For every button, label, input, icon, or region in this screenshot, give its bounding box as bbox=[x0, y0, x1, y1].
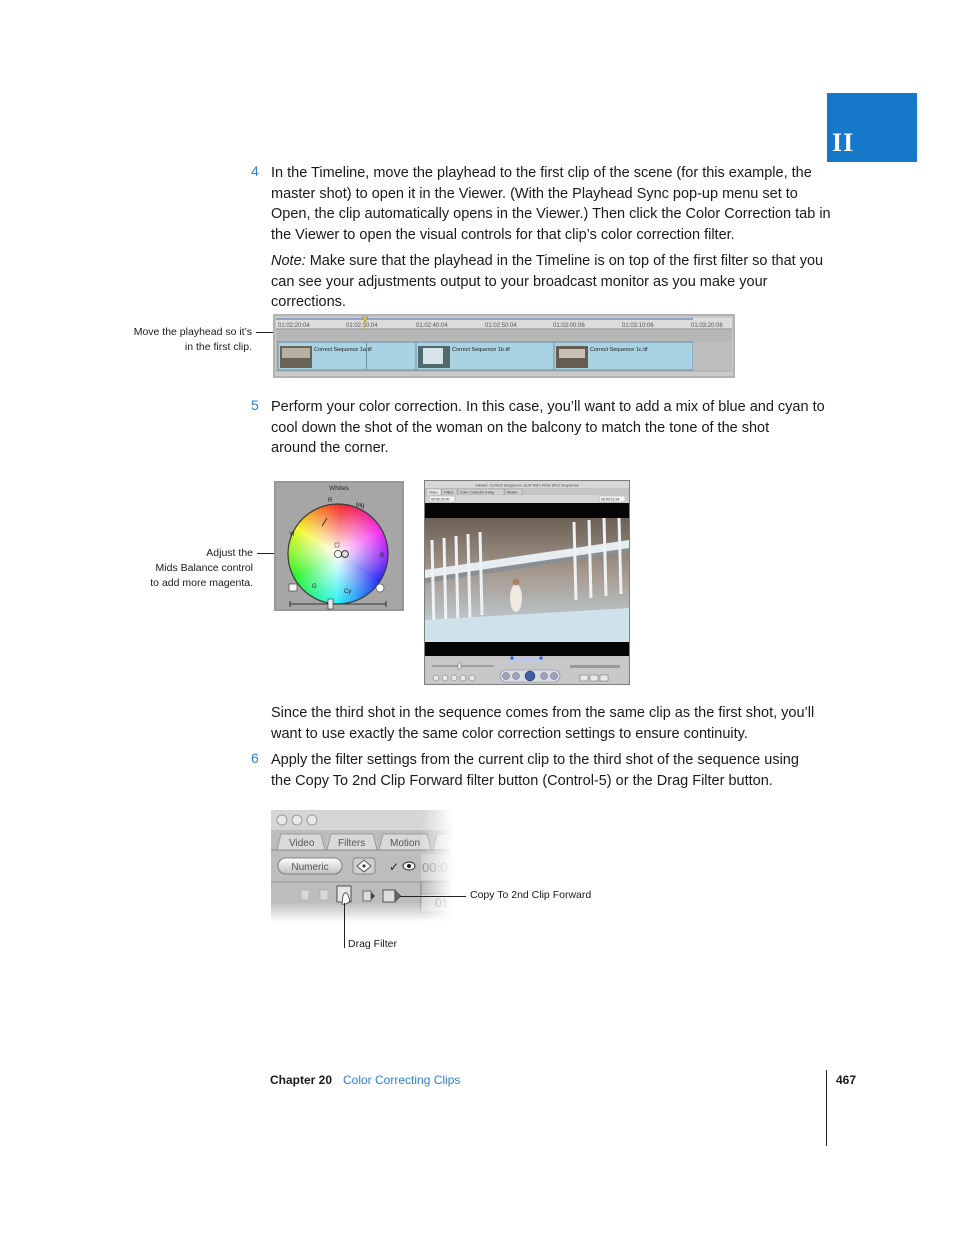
footer-chapter-title[interactable]: Color Correcting Clips bbox=[343, 1073, 461, 1087]
timecode-label: 01:02:50:04 bbox=[485, 323, 517, 329]
viewer-tab[interactable]: Motion bbox=[507, 490, 518, 495]
hue-slider-handle[interactable] bbox=[328, 599, 333, 609]
text-line: Perform your color correction. In this case, you’ll want to add a mix of blue and cyan to bbox=[271, 399, 825, 415]
viewer-control-button[interactable] bbox=[469, 675, 475, 681]
wheel-label-mg: Mg bbox=[356, 503, 365, 509]
viewer-control-button[interactable] bbox=[433, 675, 439, 681]
viewer-control-button[interactable] bbox=[600, 675, 608, 681]
note-label: Note: bbox=[271, 253, 306, 269]
step-number-5: 5 bbox=[251, 397, 259, 413]
text-line: Since the third shot in the sequence comes from the same clip as the first shot, you’ll bbox=[271, 705, 815, 721]
timecode-label: 01:03:00:06 bbox=[553, 323, 585, 329]
viewer-timecode-left: 00:00:20:00 bbox=[431, 497, 450, 502]
footer-divider bbox=[826, 1070, 827, 1146]
viewer-control-button[interactable] bbox=[442, 675, 448, 681]
text-line: Open, the clip automatically opens in the Viewer.) Then click the Color Correction tab in bbox=[271, 206, 831, 222]
copy-backward-1st-button[interactable] bbox=[320, 890, 328, 900]
window-minimize-button[interactable] bbox=[292, 815, 302, 825]
viewer-transport-button[interactable] bbox=[503, 673, 510, 680]
timecode-label: 01:02:20:04 bbox=[278, 323, 310, 329]
page-number: 467 bbox=[836, 1073, 857, 1087]
text-line: want to use exactly the same color correction settings to ensure continuity. bbox=[271, 725, 748, 742]
copy-callout-line bbox=[400, 896, 466, 897]
step-6-text bbox=[271, 750, 831, 791]
tab-label: Video bbox=[289, 838, 315, 849]
clip-label: Correct Sequence 1b.tif bbox=[452, 347, 510, 353]
viewer-transport-button[interactable] bbox=[541, 673, 548, 680]
woman-figure bbox=[510, 584, 522, 612]
step-number-6: 6 bbox=[251, 750, 259, 766]
text-line: master shot) to open it in the Viewer. (With the Playhead Sync pop-up menu set to bbox=[271, 185, 798, 202]
mids-balance-control[interactable] bbox=[342, 551, 349, 558]
viewer-control-button[interactable] bbox=[460, 675, 466, 681]
eyedropper-icon[interactable] bbox=[289, 584, 297, 591]
clip-label: Correct Sequence 1a.tif bbox=[314, 347, 372, 353]
viewer-tab[interactable]: Video bbox=[429, 490, 438, 495]
timecode-label: 01:02:40:04 bbox=[416, 323, 448, 329]
wheel-label-cy: Cy bbox=[344, 589, 352, 595]
text-line: Apply the filter settings from the current clip to the third shot of the sequence using bbox=[271, 752, 799, 768]
viewer-control-button[interactable] bbox=[580, 675, 588, 681]
copy-to-2nd-clip-forward-button[interactable] bbox=[383, 890, 395, 902]
text-line: the Copy To 2nd Clip Forward filter button (Control-5) or the Drag Filter button. bbox=[271, 772, 773, 789]
copy-forward-1st-button[interactable] bbox=[363, 891, 371, 901]
continuity-paragraph bbox=[271, 703, 831, 744]
play-button[interactable] bbox=[525, 671, 535, 681]
text-line: around the corner. bbox=[271, 440, 389, 456]
clip-label: Correct Sequence 1c.tif bbox=[590, 347, 648, 353]
color-wheel-screenshot bbox=[274, 481, 404, 611]
section-marker bbox=[827, 93, 917, 162]
text-line: the Viewer to open the visual controls for that clip’s color correction filter. bbox=[271, 226, 735, 243]
viewer-control-button[interactable] bbox=[451, 675, 457, 681]
drag-callout: Drag Filter bbox=[348, 938, 398, 950]
filter-controls-screenshot bbox=[271, 810, 453, 922]
window-zoom-button[interactable] bbox=[307, 815, 317, 825]
note-block bbox=[271, 251, 831, 313]
tab-label: Motion bbox=[390, 838, 421, 849]
viewer-screenshot bbox=[424, 480, 630, 685]
numeric-button-label: Numeric bbox=[291, 862, 329, 873]
step-5-text bbox=[271, 397, 831, 459]
timecode-label: 01:03:10:06 bbox=[622, 323, 654, 329]
wheel-label-g: G bbox=[312, 584, 317, 590]
drag-callout-line bbox=[344, 903, 345, 948]
viewer-title: Viewer: Correct Sequence 1a.tif from Final Shot Sequence bbox=[475, 482, 579, 488]
timeline-callout: Move the playhead so it’s in the first clip. bbox=[133, 326, 252, 353]
text-line: In the Timeline, move the playhead to the first clip of the scene (for this example, the bbox=[271, 165, 812, 181]
footer-chapter: Chapter 20 bbox=[270, 1073, 333, 1087]
timeline-screenshot bbox=[273, 314, 735, 378]
viewer-transport-button[interactable] bbox=[513, 673, 520, 680]
checkmark-icon[interactable]: ✓ bbox=[389, 860, 400, 874]
wheel-label-yl: Yl bbox=[289, 532, 295, 538]
window-close-button[interactable] bbox=[277, 815, 287, 825]
wheel-label-b: B bbox=[380, 553, 385, 559]
tab-label: Filters bbox=[338, 838, 366, 849]
wheel-title: Whites bbox=[329, 485, 349, 492]
note-line-1: Make sure that the playhead in the Timeline is on top of the first filter so that you bbox=[305, 253, 824, 269]
copy-backward-2nd-button[interactable] bbox=[301, 890, 309, 900]
note-line-2: can see your adjustments output to your broadcast monitor as you make your corrections. bbox=[271, 273, 768, 310]
viewer-tab[interactable]: Color Corrector 3-way bbox=[460, 490, 495, 495]
copy-callout: Copy To 2nd Clip Forward bbox=[470, 889, 592, 901]
viewer-transport-button[interactable] bbox=[551, 673, 558, 680]
wheel-label-r: R bbox=[328, 498, 333, 504]
timecode-label: 01:03:20:06 bbox=[691, 323, 723, 329]
section-marker-label: II bbox=[832, 128, 855, 157]
viewer-tab[interactable]: Filters bbox=[444, 490, 454, 495]
timecode-label: 01:02:30:04 bbox=[346, 323, 378, 329]
reset-button[interactable] bbox=[376, 584, 384, 592]
viewer-control-button[interactable] bbox=[590, 675, 598, 681]
color-wheel-callout: Adjust the Mids Balance control to add more magenta. bbox=[150, 547, 253, 589]
step-number-4: 4 bbox=[251, 163, 259, 179]
text-line: cool down the shot of the woman on the balcony to match the tone of the shot bbox=[271, 419, 770, 436]
step-4-text bbox=[271, 163, 831, 245]
viewer-timecode-right: 00:00:10:24 bbox=[601, 497, 620, 502]
